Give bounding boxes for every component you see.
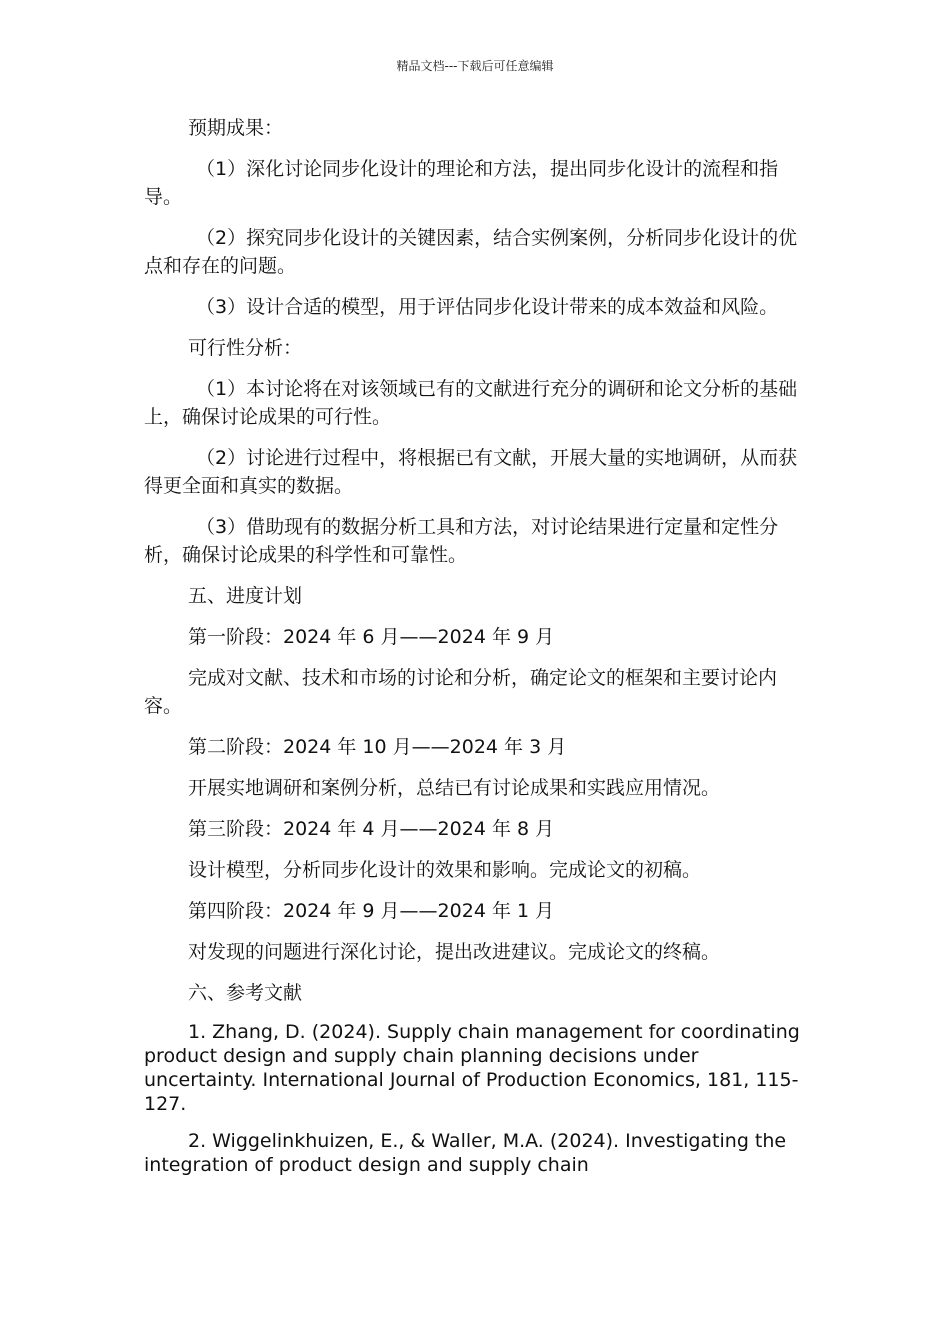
expected-result-item: （1）深化讨论同步化设计的理论和方法，提出同步化设计的流程和指导。	[144, 158, 779, 208]
reference-entry: 1. Zhang, D. (2024). Supply chain management for coordinating product design and supply chain planning decisions under uncertainty. International Journal of Production Economics, 181, 115-127.	[144, 1021, 800, 1115]
feasibility-item: （1）本讨论将在对该领域已有的文献进行充分的调研和论文分析的基础上，确保讨论成果的可行性。	[144, 378, 798, 428]
phase-description: 开展实地调研和案例分析，总结已有讨论成果和实践应用情况。	[188, 777, 721, 799]
phase-title: 第三阶段：2024 年 4 月——2024 年 8 月	[188, 818, 555, 840]
feasibility-item: （3）借助现有的数据分析工具和方法，对讨论结果进行定量和定性分析，确保讨论成果的科学性和可靠性。	[144, 516, 779, 566]
document-body	[144, 114, 806, 1190]
phase-title: 第一阶段：2024 年 6 月——2024 年 9 月	[188, 626, 555, 648]
phase-description: 完成对文献、技术和市场的讨论和分析，确定论文的框架和主要讨论内容。	[144, 667, 778, 717]
section-heading-references: 六、参考文献	[188, 982, 303, 1004]
heading-expected-results: 预期成果：	[188, 117, 284, 139]
section-heading-schedule: 五、进度计划	[188, 585, 303, 607]
heading-feasibility: 可行性分析：	[188, 337, 303, 359]
phase-title: 第二阶段：2024 年 10 月——2024 年 3 月	[188, 736, 567, 758]
expected-result-item: （2）探究同步化设计的关键因素，结合实例案例，分析同步化设计的优点和存在的问题。	[144, 227, 798, 277]
phase-description: 设计模型，分析同步化设计的效果和影响。完成论文的初稿。	[188, 859, 702, 881]
phase-title: 第四阶段：2024 年 9 月——2024 年 1 月	[188, 900, 555, 922]
phase-description: 对发现的问题进行深化讨论，提出改进建议。完成论文的终稿。	[188, 941, 721, 963]
feasibility-item: （2）讨论进行过程中，将根据已有文献，开展大量的实地调研，从而获得更全面和真实的数据。	[144, 447, 798, 497]
page-header: 精品文档---下载后可任意编辑	[396, 59, 554, 73]
reference-entry: 2. Wiggelinkhuizen, E., & Waller, M.A. (2024). Investigating the integration of product design and supply chain	[144, 1130, 787, 1176]
expected-result-item: （3）设计合适的模型，用于评估同步化设计带来的成本效益和风险。	[196, 296, 779, 318]
